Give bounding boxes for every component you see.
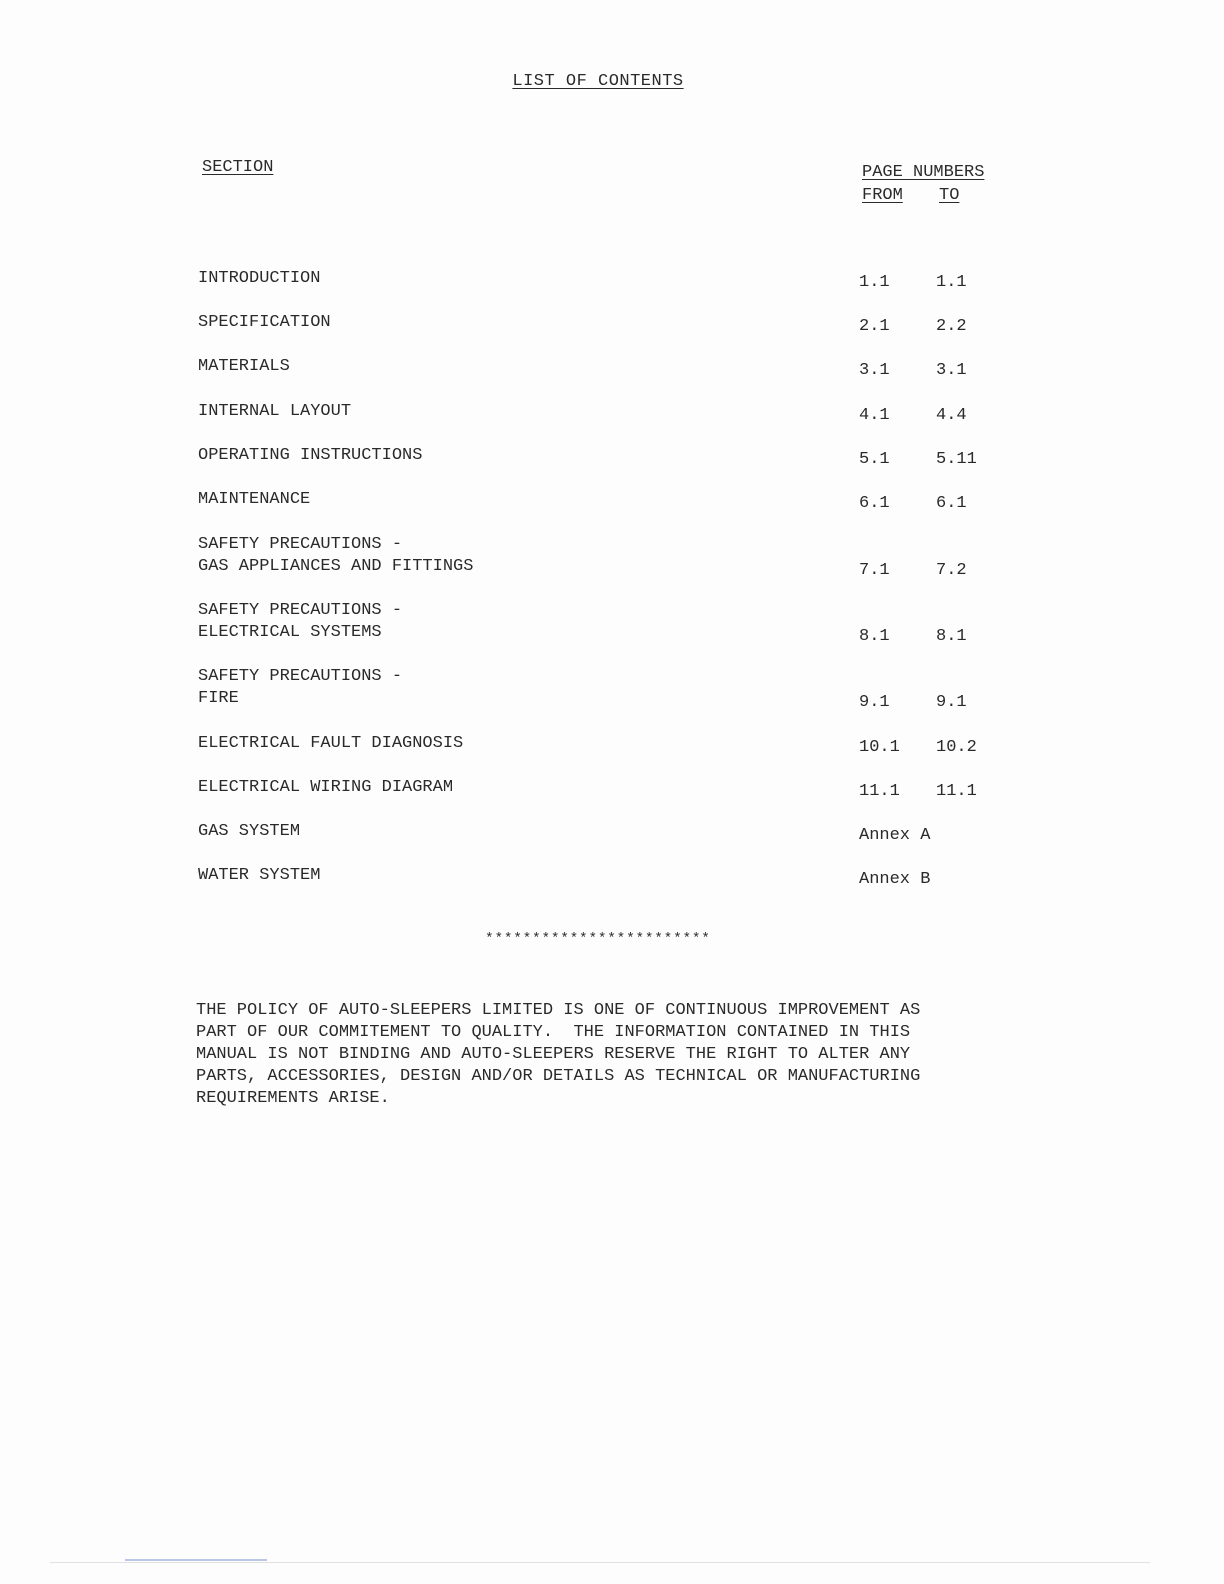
contents-page-to: 7.2 — [936, 561, 967, 580]
contents-section-label: INTERNAL LAYOUT — [198, 402, 352, 421]
contents-page-from: Annex B — [859, 870, 931, 889]
contents-section-label: SAFETY PRECAUTIONS - GAS APPLIANCES AND FITTINGS — [198, 535, 474, 576]
contents-page-from: 10.1 — [859, 738, 900, 757]
contents-page-to: 6.1 — [936, 494, 967, 513]
contents-page-to: 11.1 — [936, 782, 977, 801]
contents-section-label: SPECIFICATION — [198, 313, 331, 332]
contents-page-to: 1.1 — [936, 273, 967, 292]
contents-page-to: 4.4 — [936, 406, 967, 425]
contents-page-from: 2.1 — [859, 317, 890, 336]
contents-page-from: 7.1 — [859, 561, 890, 580]
contents-page-to: 10.2 — [936, 738, 977, 757]
contents-page-to: 9.1 — [936, 693, 967, 712]
contents-page-to: 3.1 — [936, 361, 967, 380]
page-numbers-header: PAGE NUMBERS — [862, 163, 985, 182]
contents-page-from: 6.1 — [859, 494, 890, 513]
contents-section-label: SAFETY PRECAUTIONS - FIRE — [198, 667, 403, 708]
policy-notice: THE POLICY OF AUTO-SLEEPERS LIMITED IS ONE OF CONTINUOUS IMPROVEMENT AS PART OF OUR COMMITEMENT TO QUALITY. THE INFORMATION CONTAINED IN THIS MANUAL IS NOT BINDING AND AUTO-SLEEPERS RESERVE THE RIGHT TO ALTER ANY PARTS, ACCESSORIES, DESIGN AND/OR DETAILS AS TECHNICAL OR MANUFACTURING REQUIREMENTS ARISE. — [196, 1001, 921, 1108]
contents-page-from: 11.1 — [859, 782, 900, 801]
contents-page-from: 4.1 — [859, 406, 890, 425]
contents-section-label: OPERATING INSTRUCTIONS — [198, 446, 423, 465]
scan-edge-rule — [50, 1562, 1150, 1563]
scan-edge-mark — [125, 1559, 267, 1561]
contents-section-label: ELECTRICAL WIRING DIAGRAM — [198, 778, 454, 797]
contents-section-label: GAS SYSTEM — [198, 822, 301, 841]
contents-section-label: WATER SYSTEM — [198, 866, 321, 885]
contents-section-label: MATERIALS — [198, 357, 290, 376]
from-column-header: FROM — [862, 186, 903, 205]
contents-page-to: 8.1 — [936, 627, 967, 646]
contents-section-label: SAFETY PRECAUTIONS - ELECTRICAL SYSTEMS — [198, 601, 403, 642]
contents-section-label: INTRODUCTION — [198, 269, 321, 288]
contents-page-from: Annex A — [859, 826, 931, 845]
contents-page-to: 2.2 — [936, 317, 967, 336]
contents-section-label: ELECTRICAL FAULT DIAGNOSIS — [198, 734, 464, 753]
separator-line: ************************ — [485, 931, 711, 947]
contents-page-from: 1.1 — [859, 273, 890, 292]
contents-page-from: 5.1 — [859, 450, 890, 469]
section-column-header: SECTION — [202, 158, 274, 177]
contents-page-to: 5.11 — [936, 450, 977, 469]
to-column-header: TO — [939, 186, 960, 205]
contents-section-label: MAINTENANCE — [198, 490, 311, 509]
page-title: LIST OF CONTENTS — [512, 72, 684, 91]
contents-page-from: 8.1 — [859, 627, 890, 646]
contents-page-from: 9.1 — [859, 693, 890, 712]
contents-page-from: 3.1 — [859, 361, 890, 380]
